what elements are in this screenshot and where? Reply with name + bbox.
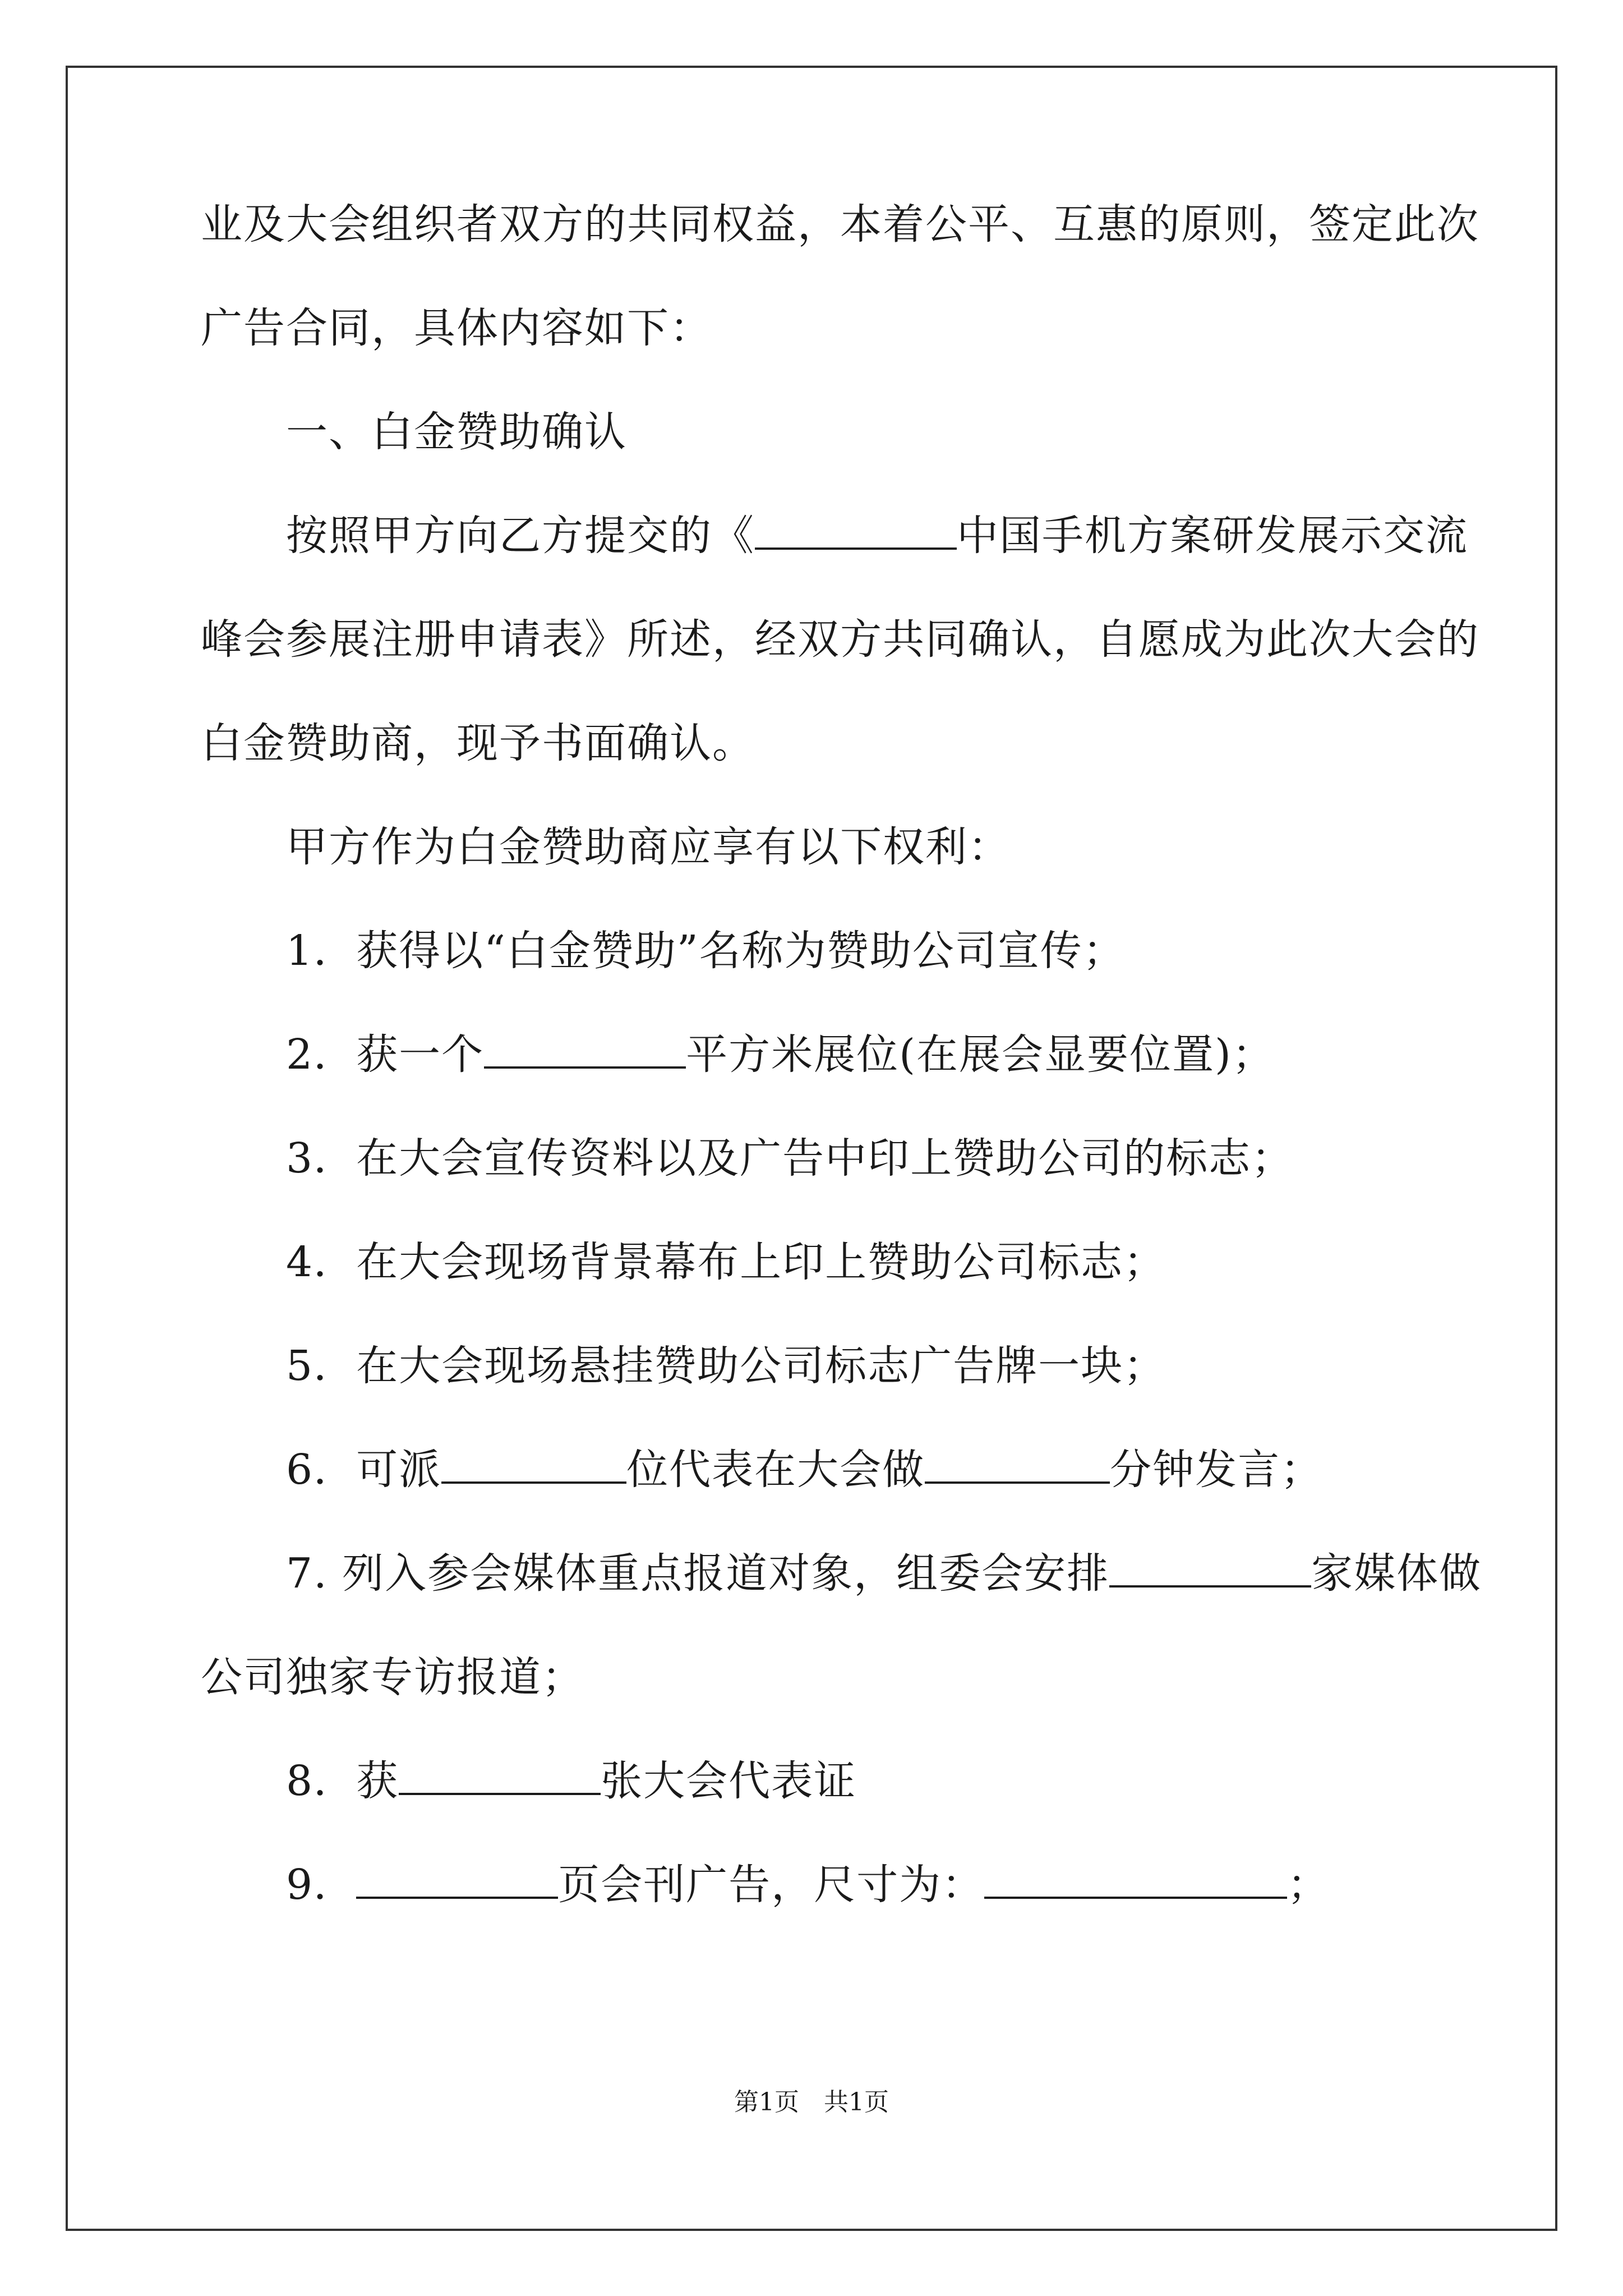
text: 3．在大会宣传资料以及广告中印上赞助公司的标志； <box>201 1134 1294 1182</box>
paragraph-line <box>201 199 1479 250</box>
blank-field <box>441 1446 626 1484</box>
list-item <box>201 1444 1323 1495</box>
text: 中国手机方案研发展示交流 <box>957 512 1468 560</box>
blank-field <box>1109 1549 1311 1588</box>
text: 平方米展位(在展会显要位置)； <box>686 1030 1275 1079</box>
text: 业及大会组织者双方的共同权益，本着公平、互惠的原则，签定此次 <box>201 200 1479 249</box>
blank-field <box>399 1757 601 1795</box>
paragraph-line <box>201 510 1468 561</box>
text: 1．获得以“白金赞助”名称为赞助公司宣传； <box>201 927 1126 975</box>
text: 位代表在大会做 <box>626 1446 925 1494</box>
blank-field <box>356 1861 558 1899</box>
list-item <box>201 1029 1275 1080</box>
list-item <box>201 926 1126 976</box>
paragraph-line <box>201 614 1479 665</box>
list-item <box>201 1756 856 1806</box>
text: 公司独家专访报道； <box>201 1653 584 1701</box>
text: 峰会参展注册申请表》所述，经双方共同确认，自愿成为此次大会的 <box>201 615 1479 664</box>
blank-field <box>755 512 957 550</box>
text: ； <box>1287 1861 1330 1909</box>
paragraph-line <box>201 303 712 353</box>
paragraph-line <box>201 1652 584 1703</box>
paragraph-line <box>201 718 755 769</box>
list-item <box>201 1133 1294 1184</box>
text: 分钟发言； <box>1110 1446 1324 1494</box>
blank-field <box>925 1446 1110 1484</box>
text: 2．获一个 <box>201 1030 485 1079</box>
section-heading <box>201 407 627 457</box>
text: 4．在大会现场背景幕布上印上赞助公司标志； <box>201 1238 1166 1286</box>
text: 6．可派 <box>201 1446 442 1494</box>
text: 白金赞助商，现予书面确认。 <box>201 719 755 767</box>
blank-field <box>984 1861 1287 1899</box>
text: 5．在大会现场悬挂赞助公司标志广告牌一块； <box>201 1342 1166 1390</box>
text: 页会刊广告，尺寸为： <box>558 1861 985 1909</box>
text: 8．获 <box>201 1757 399 1805</box>
text: 一、白金赞助确认 <box>201 408 627 456</box>
text: 广告合同，具体内容如下： <box>201 304 712 352</box>
list-item <box>201 1341 1166 1391</box>
text: 7. 列入参会媒体重点报道对象，组委会安排 <box>201 1549 1110 1598</box>
paragraph-line <box>201 822 1011 872</box>
page-number-footer: 第1页 共1页 <box>734 2088 889 2116</box>
text: 家媒体做 <box>1311 1549 1482 1598</box>
blank-field <box>484 1030 686 1069</box>
list-item <box>201 1237 1166 1287</box>
text: 张大会代表证 <box>601 1757 857 1805</box>
text: 甲方作为白金赞助商应享有以下权利： <box>201 823 1011 871</box>
list-item <box>201 1548 1482 1599</box>
text: 按照甲方向乙方提交的《 <box>201 512 755 560</box>
list-item <box>201 1860 1330 1910</box>
text: 9． <box>201 1861 357 1909</box>
